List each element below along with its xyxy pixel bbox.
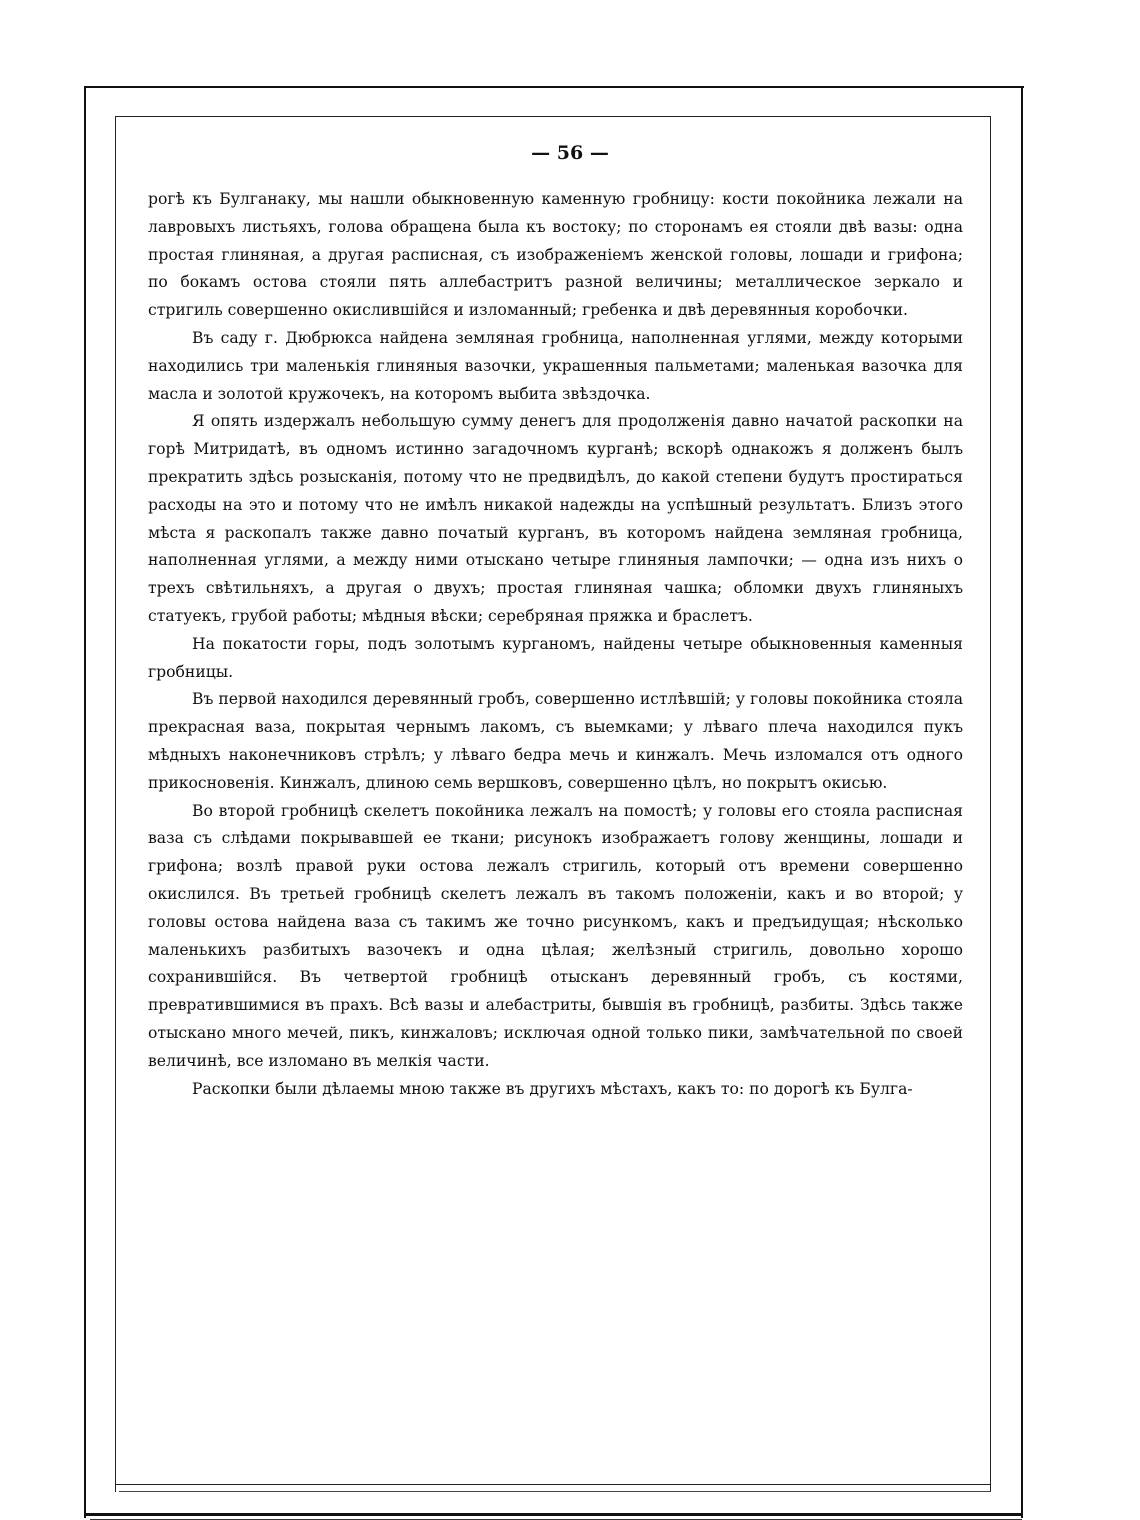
page-number: — 56 —: [531, 142, 609, 164]
outer-frame-right-rule: [1021, 86, 1023, 1518]
inner-frame-left-rule: [115, 116, 116, 1492]
paragraph-7: Раскопки были дѣлаемы мною также въ другихъ мѣстахъ, какъ то: по дорогѣ къ Булга-: [192, 1079, 913, 1098]
inner-frame-bottom-thin-rule: [119, 1491, 991, 1492]
inner-frame-top-rule: [115, 116, 991, 117]
paragraph-6: Во второй гробницѣ скелетъ покойника лежалъ на помостѣ; у головы его стояла расписная ваза съ слѣдами покрывавшей ее ткани; рисунокъ изображаетъ голову женщины, лошади и грифона; возлѣ правой руки остова лежалъ стригиль, который отъ времени совершенно окислился. Въ третьей гробницѣ скелетъ лежалъ въ такомъ положеніи, какъ и во второй; у головы остова найдена ваза съ такимъ же точно рисункомъ, какъ и предъидущая; нѣсколько маленькихъ разбитыхъ вазочекъ и одна цѣлая; желѣзный стригиль, довольно хорошо сохранившійся. Въ четвертой гробницѣ отысканъ деревянный гробъ, съ костями, превратившимися въ прахъ. Всѣ вазы и алебастриты, бывшія въ гробницѣ, разбиты. Здѣсь также отыскано много мечей, пикъ, кинжаловъ; исключая одной только пики, замѣчательной по своей величинѣ, все изломано въ мелкія части.: [148, 801, 963, 1070]
paragraph-4: На покатости горы, подъ золотымъ курганомъ, найдены четыре обыкновенныя каменныя гробницы.: [148, 634, 963, 681]
paragraph-3: Я опять издержалъ небольшую сумму денегъ для продолженія давно начатой раскопки на горѣ Митридатѣ, въ одномъ истинно загадочномъ курганѣ; вскорѣ однакожъ я долженъ былъ прекратить здѣсь розысканія, потому что не предвидѣлъ, до какой степени будутъ простираться расходы на это и потому что не имѣлъ никакой надежды на успѣшный результатъ. Близъ этого мѣста я раскопалъ также давно початый курганъ, въ которомъ найдена земляная гробница, наполненная углями, а между ними отыскано четыре глиняныя лампочки; — одна изъ нихъ о трехъ свѣтильняхъ, а другая о двухъ; простая глиняная чашка; обломки двухъ глиняныхъ статуекъ, грубой работы; мѣдныя вѣски; серебряная пряжка и браслетъ.: [148, 412, 963, 625]
outer-frame-bottom-rule: [86, 1513, 1022, 1516]
body-text: [148, 186, 963, 1103]
inner-frame-right-rule: [990, 116, 991, 1492]
paragraph-2: Въ саду г. Дюбрюкса найдена земляная гробница, наполненная углями, между которыми находились три маленькія глиняныя вазочки, украшенныя пальметами; маленькая вазочка для масла и золотой кружочекъ, на которомъ выбита звѣздочка.: [148, 328, 963, 403]
paragraph-1: рогѣ къ Булганаку, мы нашли обыкновенную каменную гробницу: кости покойника лежали на лавровыхъ листьяхъ, голова обращена была къ востоку; по сторонамъ ея стояли двѣ вазы: одна простая глиняная, а другая расписная, съ изображеніемъ женской головы, лошади и грифона; по бокамъ остова стояли пять аллебастритъ разной величины; металлическое зеркало и стригиль совершенно окислившійся и изломанный; гребенка и двѣ деревянныя коробочки.: [148, 190, 963, 320]
outer-frame-top-rule: [84, 86, 1024, 88]
inner-frame-bottom-rule: [115, 1484, 991, 1485]
outer-frame-left-rule: [84, 86, 86, 1518]
paragraph-5: Въ первой находился деревянный гробъ, совершенно истлѣвшій; у головы покойника стояла прекрасная ваза, покрытая чернымъ лакомъ, съ выемками; у лѣваго плеча находился пукъ мѣдныхъ наконечниковъ стрѣлъ; у лѣваго бедра мечь и кинжалъ. Мечь изломался отъ одного прикосновенія. Кинжалъ, длиною семь вершковъ, совершенно цѣлъ, но покрытъ окисью.: [148, 690, 963, 792]
